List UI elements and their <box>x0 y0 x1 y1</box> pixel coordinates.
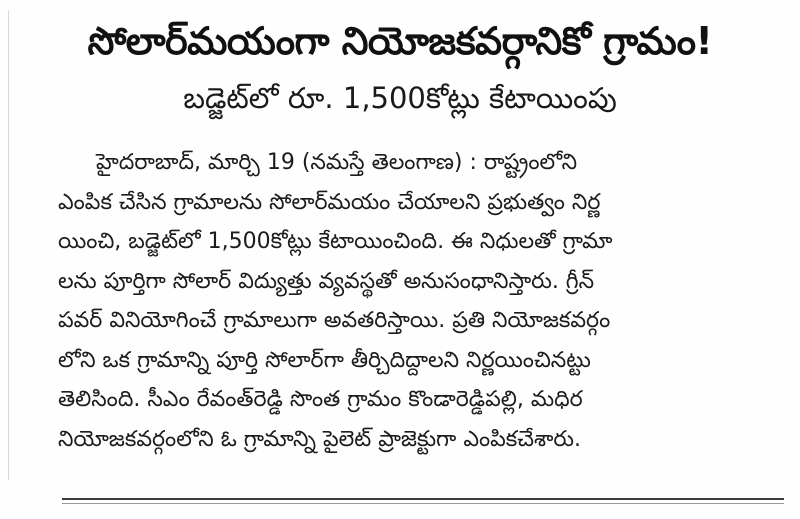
body-line: ఎంపిక చేసిన గ్రామాలను సోలార్‌మయం చేయాలని ప్రభుత్వం నిర్ణ <box>58 189 601 215</box>
bottom-divider <box>62 498 784 500</box>
article-body <box>58 143 776 459</box>
article-headline: సోలార్‌మయంగా నియోజకవర్గానికో గ్రామం! <box>87 19 713 63</box>
body-line: హైదరాబాద్, మార్చి 19 (నమస్తే తెలంగాణ) : రాష్ట్రంలోని <box>96 150 578 175</box>
body-line: లోని ఒక గ్రామాన్ని పూర్తి సోలార్‌గా తీర్చిదిద్దాలని నిర్ణయించినట్టు <box>58 347 591 373</box>
body-line: నియోజకవర్గంలోని ఓ గ్రామాన్ని పైలెట్ ప్రాజెక్టుగా ఎంపికచేశారు. <box>58 426 582 452</box>
body-line: లను పూర్తిగా సోలార్ విద్యుత్తు వ్యవస్థతో అనుసంధానిస్తారు. గ్రీన్ <box>58 268 595 294</box>
article-subheadline: బడ్జెట్‌లో రూ. 1,500కోట్లు కేటాయింపు <box>183 81 617 115</box>
body-line: తెలిసింది. సీఎం రేవంత్‌రెడ్డి సొంత గ్రామం కొండారెడ్డిపల్లి, మధిర <box>58 387 583 412</box>
body-line: యించి, బడ్జెట్‌లో 1,500కోట్లు కేటాయించింది. ఈ నిధులతో గ్రామా <box>58 229 613 254</box>
body-line: పవర్ వినియోగించే గ్రామాలుగా అవతరిస్తాయి. ప్రతి నియోజకవర్గం <box>58 308 611 333</box>
bottom-divider-thin <box>62 503 784 504</box>
